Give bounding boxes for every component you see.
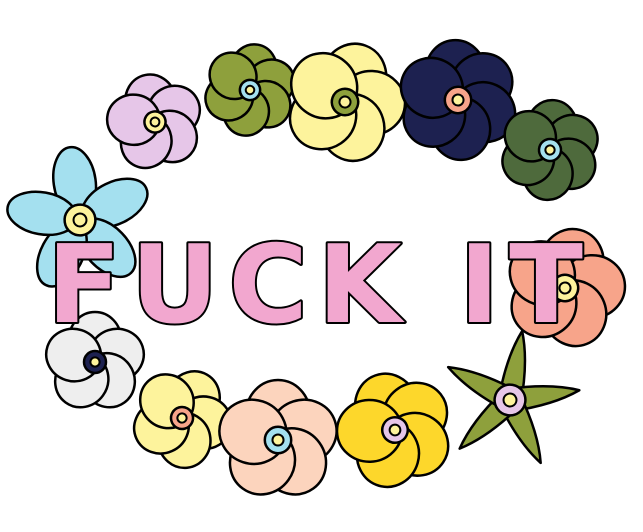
title-text: FUCK IT <box>47 223 593 348</box>
flower-center-dot <box>245 85 255 95</box>
flower-center-dot <box>545 145 555 155</box>
lavender-flower <box>93 64 219 186</box>
flower-center-dot <box>90 357 99 366</box>
flower-center-dot <box>503 393 518 408</box>
flower-center-dot <box>452 94 464 106</box>
flower-center-dot <box>150 117 161 128</box>
peach-flower <box>211 380 345 507</box>
golden-flower <box>314 353 478 513</box>
flower-center-dot <box>272 434 283 445</box>
